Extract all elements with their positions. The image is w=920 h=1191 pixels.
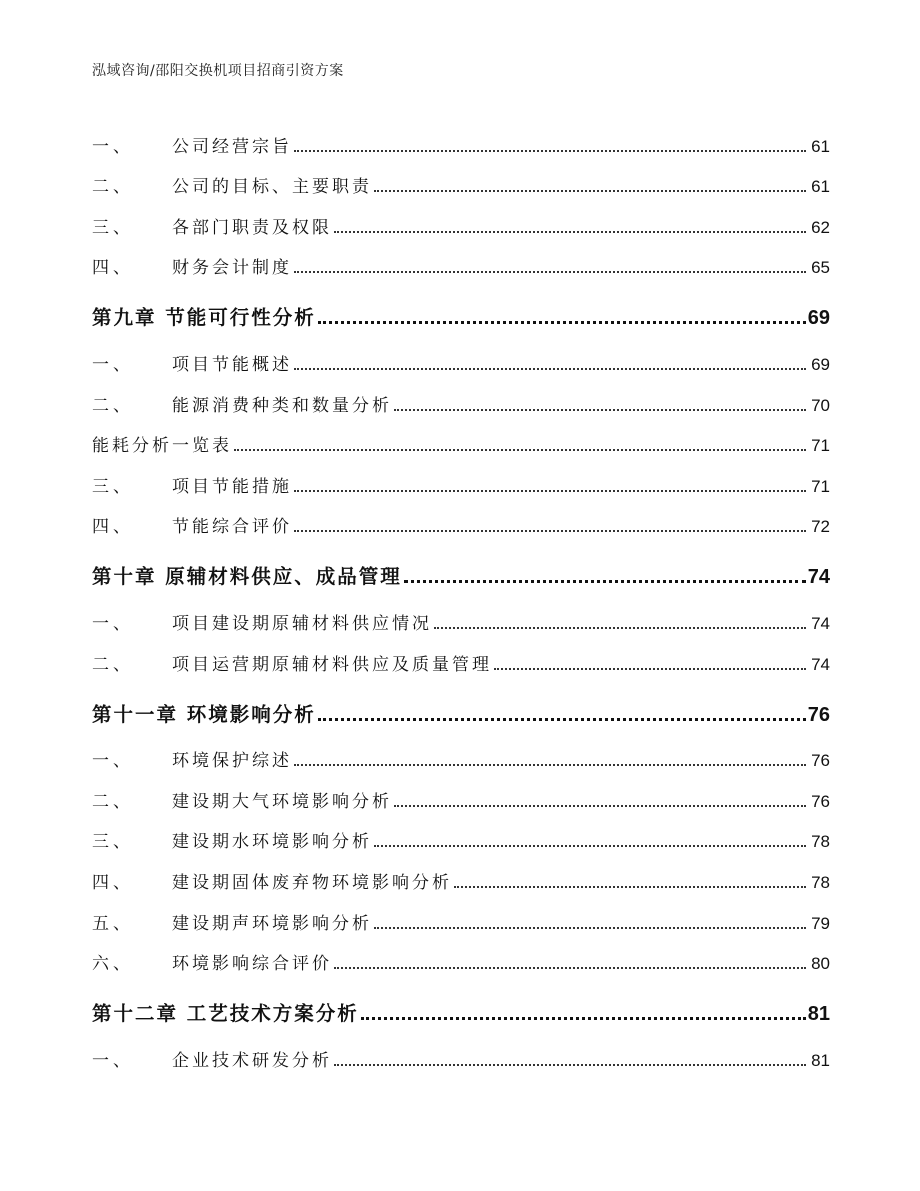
toc-entry-title: 环境保护综述 [172, 751, 292, 772]
toc-entry-number: 一、 [92, 354, 134, 375]
toc-entry-number: 六、 [92, 954, 134, 975]
toc-page-number: 74 [811, 654, 830, 674]
toc-dot-leader [494, 667, 806, 670]
toc-entry-title: 项目节能概述 [172, 354, 292, 375]
toc-entry-number: 二、 [92, 791, 134, 812]
toc-dot-leader [294, 367, 806, 370]
toc-dot-leader [294, 489, 806, 492]
toc-section-entry[interactable] [92, 497, 830, 538]
toc-dot-leader [294, 270, 806, 273]
toc-page-number: 76 [811, 791, 830, 811]
toc-entry-number: 二、 [92, 654, 134, 675]
toc-page-number: 69 [807, 307, 830, 330]
toc-page-number: 65 [811, 258, 830, 278]
toc-entry-title: 第十二章 工艺技术方案分析 [92, 1002, 359, 1026]
toc-dot-leader [434, 626, 806, 629]
toc-entry-title: 建设期固体废弃物环境影响分析 [172, 872, 452, 893]
toc-page-number: 80 [811, 954, 830, 974]
toc-section-entry[interactable] [92, 416, 830, 457]
toc-entry-title: 第十章 原辅材料供应、成品管理 [92, 565, 402, 589]
toc-dot-leader [318, 320, 806, 324]
toc-page-number: 74 [807, 566, 830, 589]
toc-dot-leader [294, 763, 806, 766]
toc-dot-leader [318, 717, 806, 721]
toc-section-entry[interactable] [92, 116, 830, 157]
toc-dot-leader [361, 1016, 806, 1020]
toc-entry-number: 四、 [92, 517, 134, 538]
toc-page-number: 81 [811, 1050, 830, 1070]
toc-page-number: 78 [811, 832, 830, 852]
toc-chapter-entry[interactable] [92, 974, 830, 1030]
toc-entry-title: 第九章 节能可行性分析 [92, 306, 316, 330]
toc-section-entry[interactable] [92, 593, 830, 634]
toc-entry-number: 一、 [92, 1050, 134, 1071]
toc-dot-leader [374, 926, 806, 929]
toc-entry-number: 一、 [92, 751, 134, 772]
toc-dot-leader [294, 529, 806, 532]
toc-page-number: 81 [807, 1003, 830, 1026]
toc-chapter-entry[interactable] [92, 675, 830, 731]
toc-entry-title: 企业技术研发分析 [172, 1050, 332, 1071]
toc-section-entry[interactable] [92, 771, 830, 812]
toc-entry-title: 项目运营期原辅材料供应及质量管理 [172, 654, 492, 675]
toc-page-number: 62 [811, 217, 830, 237]
toc-dot-leader [454, 885, 806, 888]
toc-section-entry[interactable] [92, 1030, 830, 1071]
toc-dot-leader [394, 408, 806, 411]
toc-entry-title: 各部门职责及权限 [172, 217, 332, 238]
toc-dot-leader [334, 1063, 806, 1066]
toc-section-entry[interactable] [92, 893, 830, 934]
toc-section-entry[interactable] [92, 375, 830, 416]
toc-entry-title: 能耗分析一览表 [92, 436, 232, 457]
toc-entry-number: 四、 [92, 258, 134, 279]
toc-dot-leader [334, 230, 806, 233]
toc-dot-leader [234, 448, 806, 451]
toc-entry-title: 建设期声环境影响分析 [172, 913, 372, 934]
toc-section-entry[interactable] [92, 334, 830, 375]
toc-section-entry[interactable] [92, 731, 830, 772]
toc-dot-leader [294, 149, 806, 152]
toc-chapter-entry[interactable] [92, 537, 830, 593]
toc-dot-leader [374, 189, 806, 192]
toc-entry-title: 项目建设期原辅材料供应情况 [172, 613, 432, 634]
toc-chapter-entry[interactable] [92, 278, 830, 334]
toc-dot-leader [374, 844, 806, 847]
toc-entry-number: 一、 [92, 136, 134, 157]
toc-entry-title: 公司经营宗旨 [172, 136, 292, 157]
toc-section-entry[interactable] [92, 197, 830, 238]
toc-entry-number: 三、 [92, 217, 134, 238]
toc-section-entry[interactable] [92, 634, 830, 675]
toc-page-number: 71 [811, 436, 830, 456]
toc-section-entry[interactable] [92, 934, 830, 975]
toc-entry-number: 一、 [92, 613, 134, 634]
toc-section-entry[interactable] [92, 238, 830, 279]
toc-dot-leader [334, 966, 806, 969]
toc-page-number: 76 [807, 703, 830, 726]
toc-page-number: 78 [811, 872, 830, 892]
table-of-contents [92, 116, 830, 1071]
toc-entry-title: 建设期水环境影响分析 [172, 832, 372, 853]
toc-entry-number: 四、 [92, 872, 134, 893]
toc-section-entry[interactable] [92, 812, 830, 853]
toc-page-number: 70 [811, 395, 830, 415]
toc-entry-title: 环境影响综合评价 [172, 954, 332, 975]
toc-page-number: 79 [811, 913, 830, 933]
toc-page-number: 74 [811, 613, 830, 633]
toc-page-number: 61 [811, 177, 830, 197]
toc-page-number: 72 [811, 517, 830, 537]
toc-entry-number: 二、 [92, 395, 134, 416]
toc-entry-number: 三、 [92, 832, 134, 853]
toc-entry-title: 建设期大气环境影响分析 [172, 791, 392, 812]
toc-section-entry[interactable] [92, 456, 830, 497]
toc-entry-number: 二、 [92, 177, 134, 198]
toc-entry-title: 第十一章 环境影响分析 [92, 702, 316, 726]
toc-dot-leader [394, 804, 806, 807]
toc-entry-title: 项目节能措施 [172, 476, 292, 497]
toc-section-entry[interactable] [92, 157, 830, 198]
toc-entry-title: 公司的目标、主要职责 [172, 177, 372, 198]
toc-dot-leader [404, 579, 806, 583]
toc-entry-title: 能源消费种类和数量分析 [172, 395, 392, 416]
toc-entry-number: 三、 [92, 476, 134, 497]
toc-page-number: 76 [811, 751, 830, 771]
toc-page-number: 69 [811, 354, 830, 374]
toc-page-number: 71 [811, 476, 830, 496]
toc-entry-title: 节能综合评价 [172, 517, 292, 538]
toc-entry-number: 五、 [92, 913, 134, 934]
toc-section-entry[interactable] [92, 852, 830, 893]
toc-page-number: 61 [811, 136, 830, 156]
running-header: 泓域咨询/邵阳交换机项目招商引资方案 [92, 63, 344, 79]
toc-entry-title: 财务会计制度 [172, 258, 292, 279]
